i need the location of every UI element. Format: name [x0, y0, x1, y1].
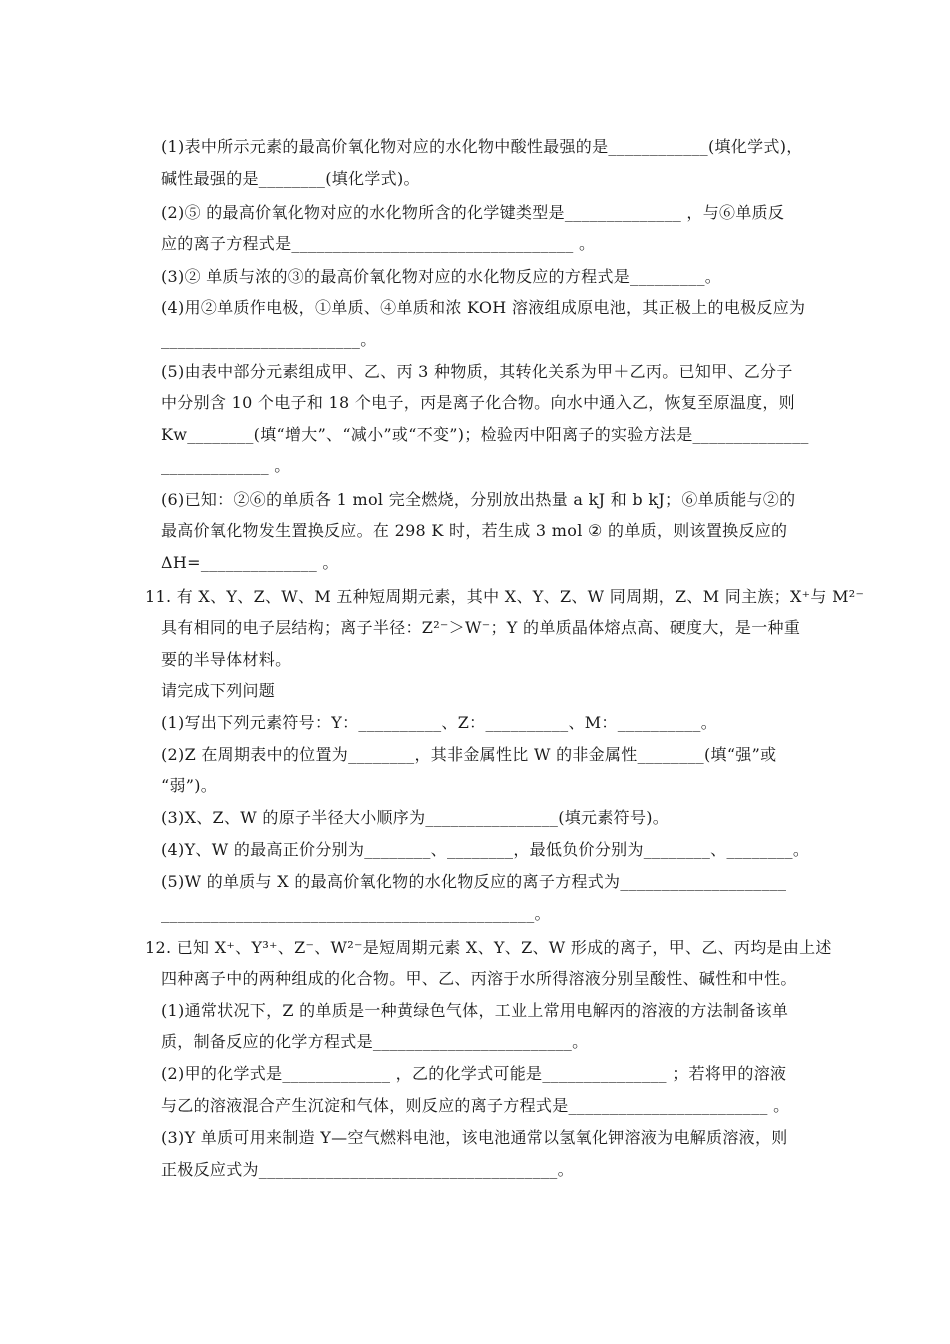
q10-part6-line2: 最高价氧化物发生置换反应。在 298 K 时，若生成 3 mol ② 的单质，则该置换反应的 — [161, 521, 788, 540]
q12-part1-line1: (1)通常状况下，Z 的单质是一种黄绿色气体，工业上常用电解丙的溶液的方法制备该单 — [161, 1001, 789, 1020]
q11-part2-line1: (2)Z 在周期表中的位置为________，其非金属性比 W 的非金属性________(填“强”或 — [161, 745, 777, 764]
q10-part1-line2: 碱性最强的是________(填化学式)。 — [161, 169, 420, 188]
q11-stem-line2: 具有相同的电子层结构；离子半径：Z²⁻＞W⁻；Y 的单质晶体熔点高、硬度大，是一种重 — [161, 618, 801, 637]
q10-part4-line1: (4)用②单质作电极，①单质、④单质和浓 KOH 溶液组成原电池，其正极上的电极反应为 — [161, 298, 806, 317]
q10-part2-line2: 应的离子方程式是__________________________________ 。 — [161, 234, 596, 253]
q10-part5-line1: (5)由表中部分元素组成甲、乙、丙 3 种物质，其转化关系为甲＋乙丙。已知甲、乙分子 — [161, 362, 793, 381]
q10-part2-line1: (2)⑤ 的最高价氧化物对应的水化物所含的化学键类型是______________ ，与⑥单质反 — [161, 203, 785, 222]
q11-part5-line1: (5)W 的单质与 X 的最高价氧化物的水化物反应的离子方程式为____________________ — [161, 872, 787, 891]
q12-part3-line1: (3)Y 单质可用来制造 Y—空气燃料电池，该电池通常以氢氧化钾溶液为电解质溶液，则 — [161, 1128, 788, 1147]
q10-part6-line3: ΔH=______________ 。 — [161, 553, 339, 572]
q11-stem-line1: 11. 有 X、Y、Z、W、M 五种短周期元素，其中 X、Y、Z、W 同周期，Z、M 同主族；X⁺与 M²⁻ — [145, 587, 865, 606]
q12-stem-line1: 12. 已知 X⁺、Y³⁺、Z⁻、W²⁻是短周期元素 X、Y、Z、W 形成的离子，甲、乙、丙均是由上述 — [145, 938, 832, 957]
q10-part1-line1: (1)表中所示元素的最高价氧化物对应的水化物中酸性最强的是____________(填化学式)， — [161, 137, 803, 156]
q12-part2-line1: (2)甲的化学式是_____________ ，乙的化学式可能是_______________ ；若将甲的溶液 — [161, 1064, 787, 1083]
q11-part5-line2: _____________________________________________。 — [161, 904, 551, 923]
q12-part1-line2: 质，制备反应的化学方程式是________________________。 — [161, 1032, 589, 1051]
q10-part4-line2: ________________________。 — [161, 330, 377, 349]
q11-part1: (1)写出下列元素符号：Y：__________、Z：__________、M：__________。 — [161, 713, 718, 732]
q11-part3: (3)X、Z、W 的原子半径大小顺序为________________(填元素符号)。 — [161, 808, 670, 827]
q10-part5-line3: Kw________(填“增大”、“减小”或“不变”)；检验丙中阳离子的实验方法是______________ — [161, 425, 809, 444]
q10-part5-line2: 中分别含 10 个电子和 18 个电子，丙是离子化合物。向水中通入乙，恢复至原温度，则 — [161, 393, 795, 412]
q10-part5-line4: _____________ 。 — [161, 456, 291, 475]
q11-part4: (4)Y、W 的最高正价分别为________、________，最低负价分别为________、________。 — [161, 840, 810, 859]
q12-part2-line2: 与乙的溶液混合产生沉淀和气体，则反应的离子方程式是________________________ 。 — [161, 1096, 790, 1115]
q10-part3-line1: (3)② 单质与浓的③的最高价氧化物对应的水化物反应的方程式是_________。 — [161, 267, 722, 286]
q10-part6-line1: (6)已知：②⑥的单质各 1 mol 完全燃烧，分别放出热量 a kJ 和 b kJ；⑥单质能与②的 — [161, 490, 796, 509]
q11-stem-line3: 要的半导体材料。 — [161, 650, 292, 669]
q12-stem-line2: 四种离子中的两种组成的化合物。甲、乙、丙溶于水所得溶液分别呈酸性、碱性和中性。 — [161, 969, 797, 988]
q11-prompt: 请完成下列问题 — [161, 681, 276, 700]
q12-part3-line2: 正极反应式为____________________________________。 — [161, 1160, 574, 1179]
q11-part2-line2: “弱”)。 — [161, 776, 218, 795]
